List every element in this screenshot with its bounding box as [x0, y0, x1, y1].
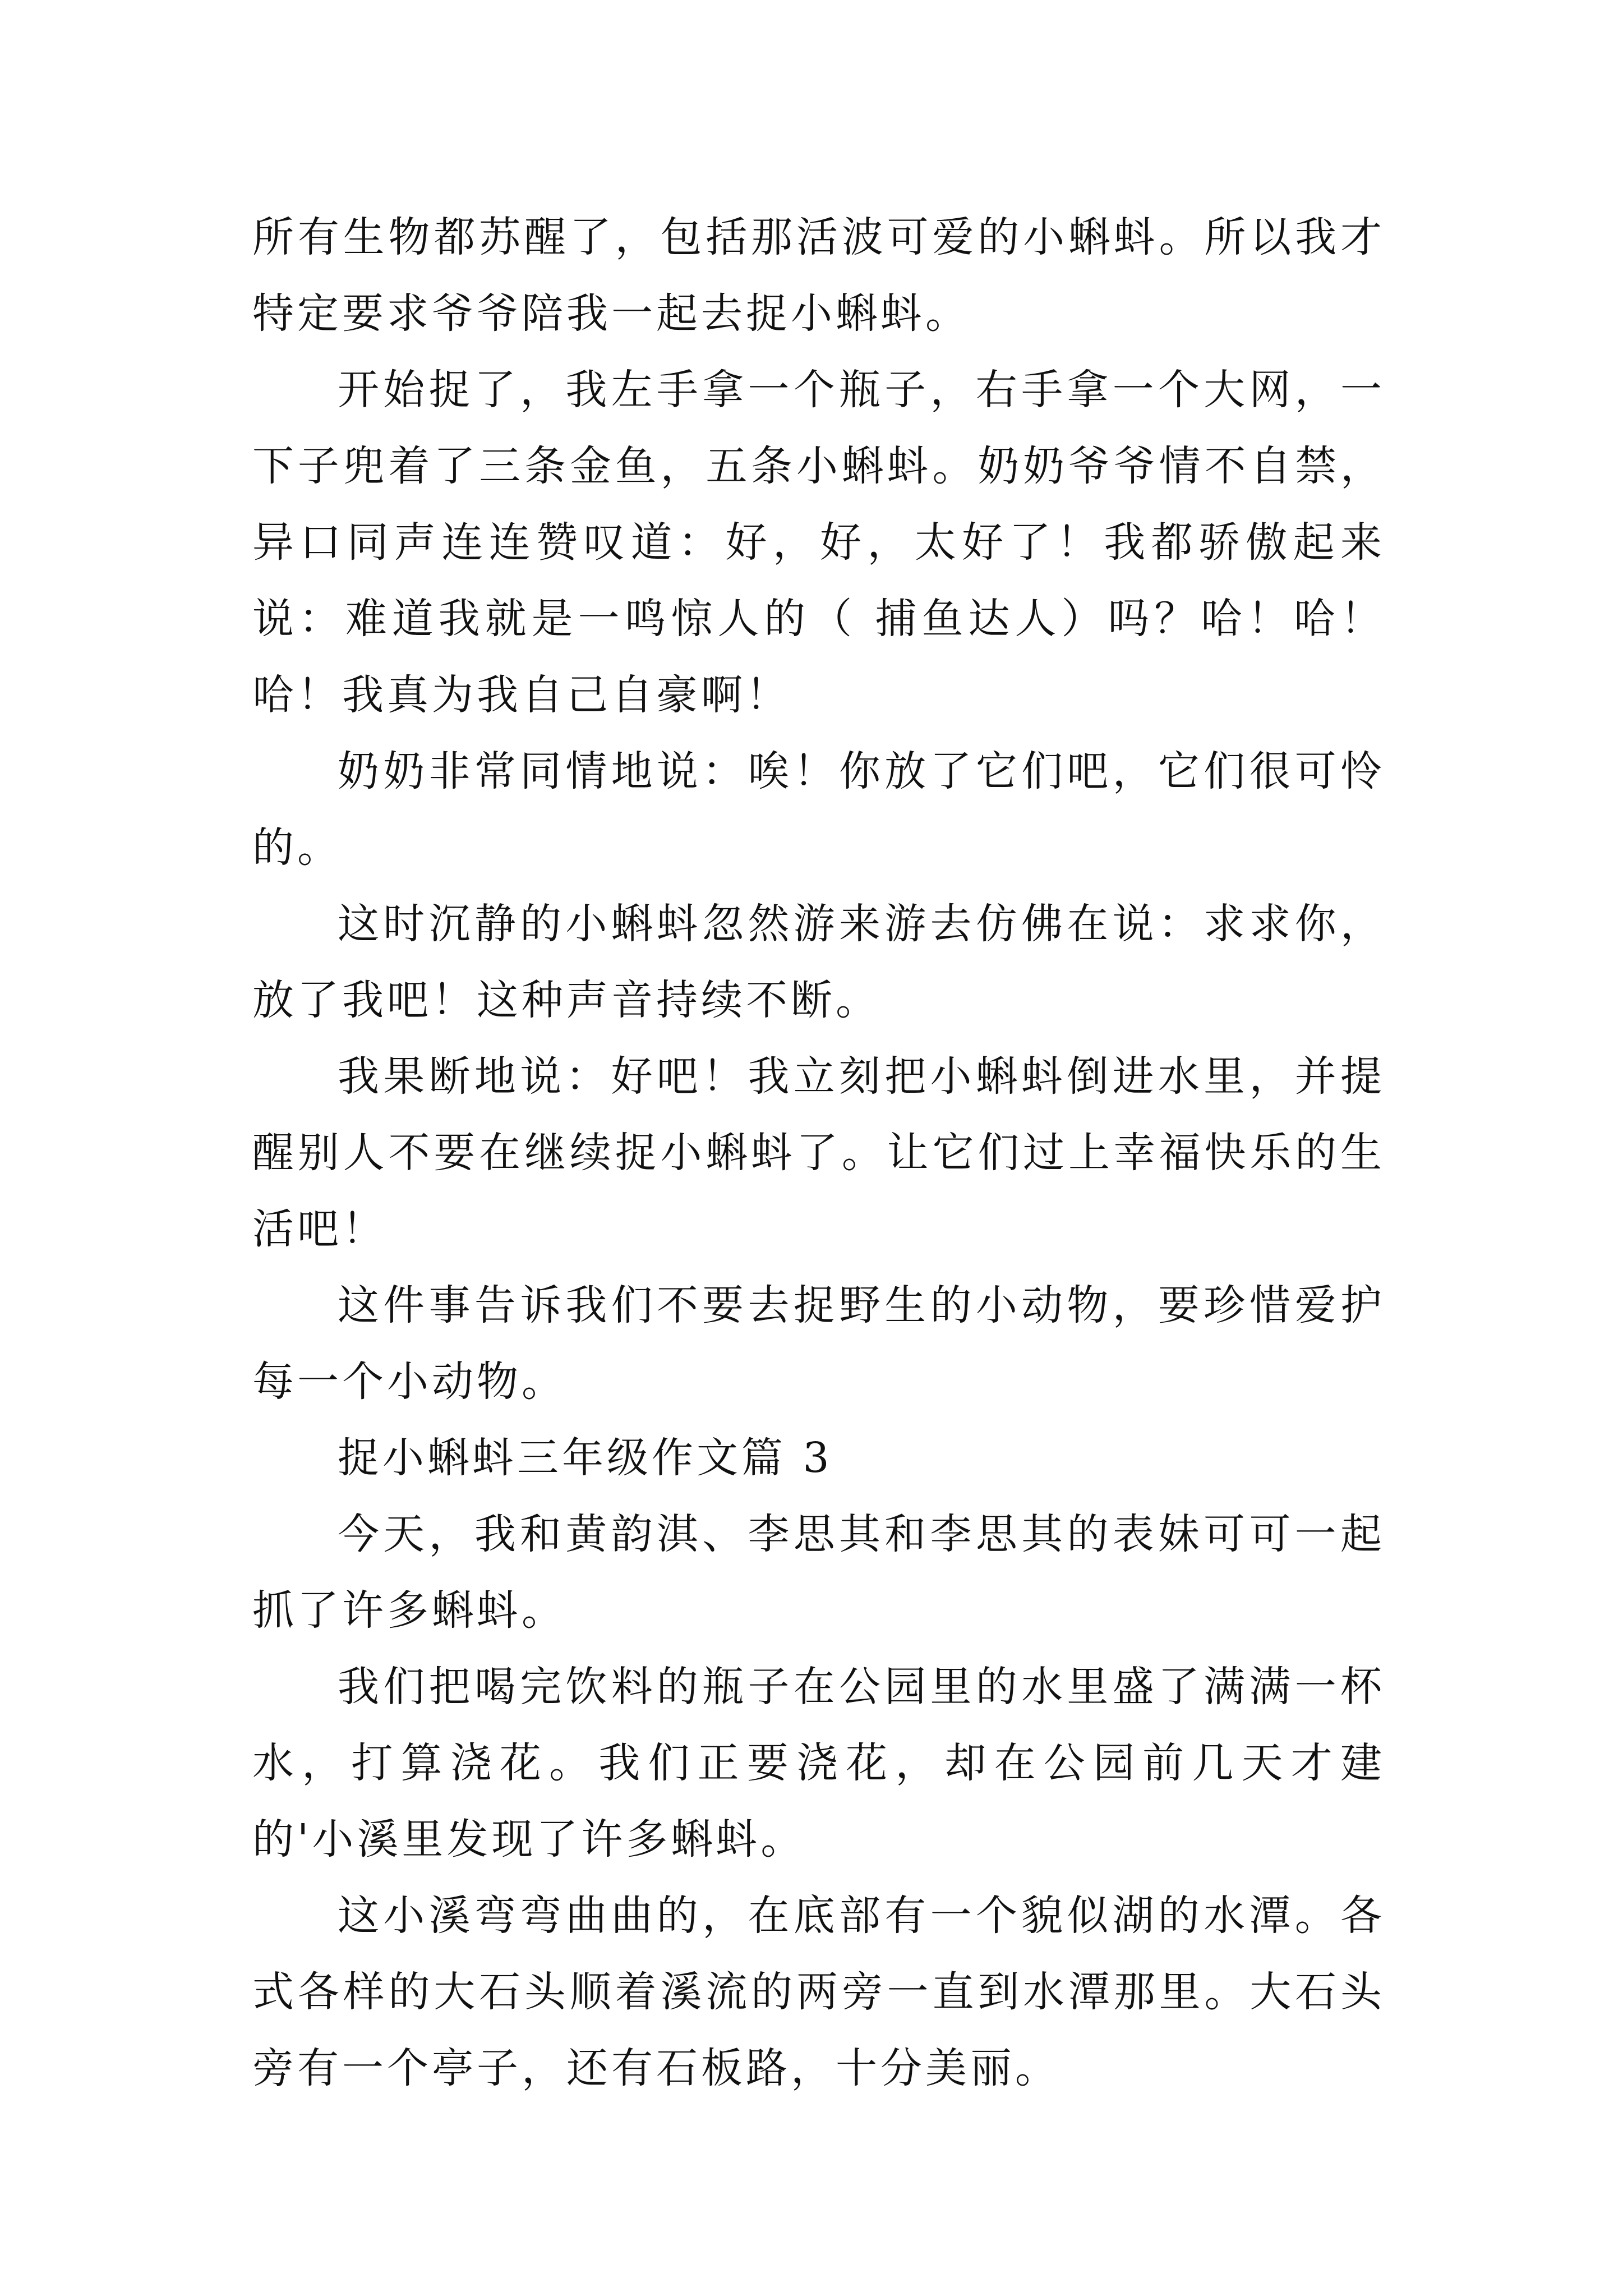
paragraph: 奶奶非常同情地说：唉！你放了它们吧，它们很可怜的。 — [252, 747, 1385, 872]
article-body — [252, 199, 1385, 2106]
paragraph: 所有生物都苏醒了，包括那活波可爱的小蝌蚪。所以我才特定要求爷爷陪我一起去捉小蝌蚪。 — [252, 213, 1385, 338]
paragraph: 这件事告诉我们不要去捉野生的小动物，要珍惜爱护每一个小动物。 — [252, 1281, 1385, 1406]
paragraph: 我果断地说：好吧！我立刻把小蝌蚪倒进水里，并提醒别人不要在继续捉小蝌蚪了。让它们过上幸福快乐的生活吧！ — [252, 1052, 1385, 1253]
paragraph: 我们把喝完饮料的瓶子在公园里的水里盛了满满一杯水，打算浇花。我们正要浇花，却在公园前几天才建的'小溪里发现了许多蝌蚪。 — [252, 1663, 1385, 1864]
paragraph: 这时沉静的小蝌蚪忽然游来游去仿佛在说：求求你，放了我吧！这种声音持续不断。 — [252, 900, 1385, 1024]
paragraph: 这小溪弯弯曲曲的，在底部有一个貌似湖的水潭。各式各样的大石头顺着溪流的两旁一直到水潭那里。大石头旁有一个亭子，还有石板路，十分美丽。 — [252, 1892, 1385, 2092]
paragraph: 今天，我和黄韵淇、李思其和李思其的表妹可可一起抓了许多蝌蚪。 — [252, 1510, 1385, 1635]
paragraph: 开始捉了，我左手拿一个瓶子，右手拿一个大网，一下子兜着了三条金鱼，五条小蝌蚪。奶奶爷爷情不自禁，异口同声连连赞叹道：好，好，太好了！我都骄傲起来说：难道我就是一鸣惊人的（ 捕鱼达人）吗？哈！哈！哈！我真为我自己自豪啊！ — [252, 366, 1385, 719]
section-heading: 捉小蝌蚪三年级作文篇 3 — [338, 1434, 833, 1482]
